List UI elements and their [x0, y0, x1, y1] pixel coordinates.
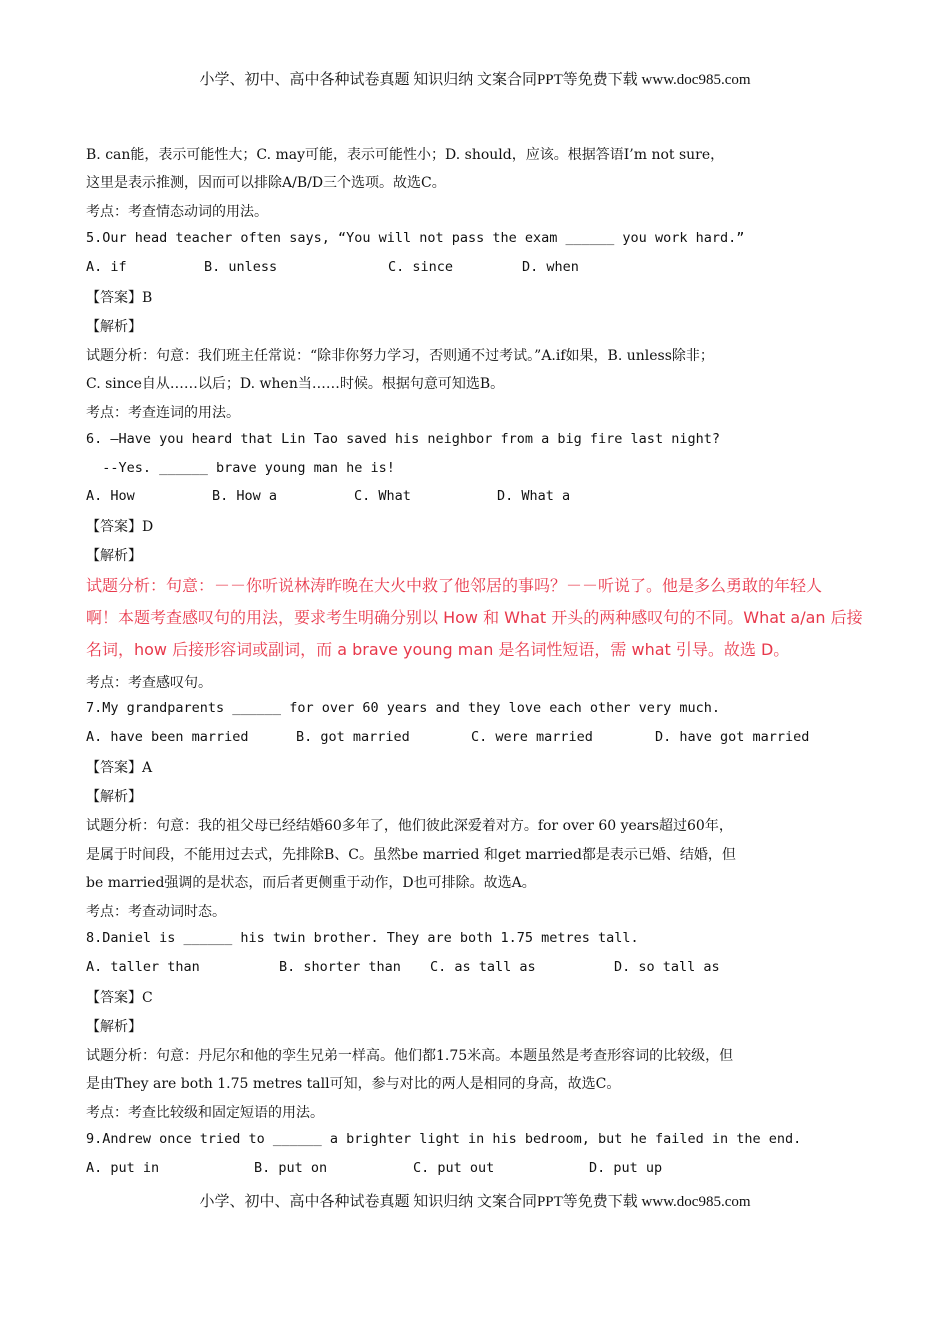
- q7-option-d: D. have got married: [655, 729, 810, 745]
- q6-stem-line-2: --Yes. ______ brave young man he is!: [86, 460, 395, 476]
- q5-analysis-line-1: 试题分析：句意：我们班主任常说：“除非你努力学习，否则通不过考试。”A.if如果，B. unless除非；: [86, 348, 714, 364]
- q9-option-a: A. put in: [86, 1160, 160, 1176]
- q7-answer: 【答案】A: [86, 760, 153, 776]
- q7-analysis-line-3: be married强调的是状态，而后者更侧重于动作，D也可排除。故选A。: [86, 875, 536, 891]
- q8-option-a: A. taller than: [86, 959, 200, 975]
- q8-analysis-line-1: 试题分析：句意：丹尼尔和他的孪生兄弟一样高。他们都1.75米高。本题虽然是考查形容词的比较级，但: [86, 1048, 734, 1064]
- q7-option-b: B. got married: [296, 729, 410, 745]
- q6-option-a: A. How: [86, 488, 135, 504]
- q8-analysis-line-2: 是由They are both 1.75 metres tall可知，参与对比的两人是相同的身高，故选C。: [86, 1076, 621, 1092]
- q5-option-c: C. since: [388, 259, 454, 275]
- q6-option-b: B. How a: [212, 488, 278, 504]
- q8-option-c: C. as tall as: [430, 959, 536, 975]
- q7-analysis-label: 【解析】: [86, 789, 142, 805]
- q7-analysis-line-2: 是属于时间段，不能用过去式，先排除B、C。虽然be married 和get married都是表示已婚、结婚，但: [86, 847, 736, 863]
- q8-answer: 【答案】C: [86, 990, 153, 1006]
- q5-option-a: A. if: [86, 259, 127, 275]
- prev-analysis-line-1: B. can能，表示可能性大；C. may可能，表示可能性小；D. should，应该。根据答语I’m not sure，: [86, 147, 725, 163]
- prev-kaodian: 考点：考查情态动词的用法。: [86, 204, 268, 220]
- q8-option-d: D. so tall as: [614, 959, 720, 975]
- q5-analysis-line-2: C. since自从……以后；D. when当……时候。根据句意可知选B。: [86, 376, 505, 392]
- q5-answer: 【答案】B: [86, 290, 153, 306]
- q6-option-d: D. What a: [497, 488, 571, 504]
- q6-analysis-line-2: 啊！本题考查感叹句的用法，要求考生明确分别以 How 和 What 开头的两种感叹句的不同。What a/an 后接: [86, 608, 863, 627]
- q6-analysis-line-3: 名词，how 后接形容词或副词，而 a brave young man 是名词性短语，需 what 引导。故选 D。: [86, 640, 790, 659]
- q9-stem: 9.Andrew once tried to ______ a brighter light in his bedroom, but he failed in the end.: [86, 1131, 802, 1147]
- q8-stem: 8.Daniel is ______ his twin brother. They are both 1.75 metres tall.: [86, 930, 639, 946]
- q6-stem-line-1: 6. –Have you heard that Lin Tao saved his neighbor from a big fire last night?: [86, 431, 720, 447]
- q5-kaodian: 考点：考查连词的用法。: [86, 405, 240, 421]
- q8-analysis-label: 【解析】: [86, 1019, 142, 1035]
- q5-stem: 5.Our head teacher often says, “You will not pass the exam ______ you work hard.”: [86, 230, 745, 246]
- q6-kaodian: 考点：考查感叹句。: [86, 675, 212, 691]
- q5-option-b: B. unless: [204, 259, 278, 275]
- q6-option-c: C. What: [354, 488, 411, 504]
- q5-analysis-label: 【解析】: [86, 319, 142, 335]
- q7-stem: 7.My grandparents ______ for over 60 years and they love each other very much.: [86, 700, 720, 716]
- q9-option-c: C. put out: [413, 1160, 495, 1176]
- q8-kaodian: 考点：考查比较级和固定短语的用法。: [86, 1105, 324, 1121]
- q9-option-b: B. put on: [254, 1160, 328, 1176]
- q8-option-b: B. shorter than: [279, 959, 401, 975]
- q6-answer: 【答案】D: [86, 519, 154, 535]
- page-header: 小学、初中、高中各种试卷真题 知识归纳 文案合同PPT等免费下载 www.doc985.com: [199, 72, 751, 88]
- prev-analysis-line-2: 这里是表示推测，因而可以排除A/B/D三个选项。故选C。: [86, 175, 446, 191]
- q5-option-d: D. when: [522, 259, 579, 275]
- q6-analysis-label: 【解析】: [86, 548, 142, 564]
- page-footer: 小学、初中、高中各种试卷真题 知识归纳 文案合同PPT等免费下载 www.doc985.com: [199, 1194, 751, 1210]
- q7-kaodian: 考点：考查动词时态。: [86, 904, 226, 920]
- q9-option-d: D. put up: [589, 1160, 663, 1176]
- q7-option-c: C. were married: [471, 729, 593, 745]
- q7-option-a: A. have been married: [86, 729, 249, 745]
- q6-analysis-line-1: 试题分析：句意：－－你听说林涛昨晚在大火中救了他邻居的事吗？－－听说了。他是多么勇敢的年轻人: [86, 576, 823, 595]
- q7-analysis-line-1: 试题分析：句意：我的祖父母已经结婚60多年了，他们彼此深爱着对方。for over 60 years超过60年，: [86, 818, 733, 834]
